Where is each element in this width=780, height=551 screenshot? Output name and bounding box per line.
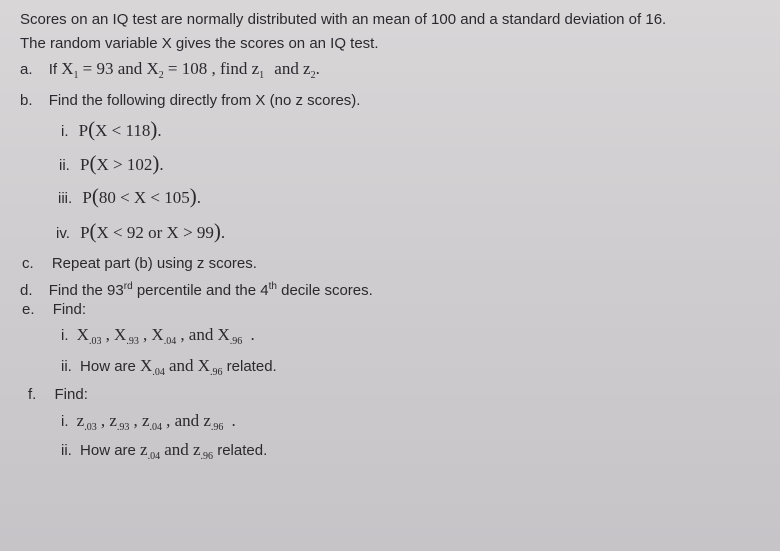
x1-var: X: [61, 59, 74, 78]
z2-var: z: [303, 59, 311, 78]
comma: ,: [133, 411, 138, 430]
x2-sub: 2: [158, 70, 164, 81]
z-var: z: [203, 411, 211, 430]
question-post: related.: [217, 442, 268, 459]
prob-p: P: [78, 121, 89, 140]
part-b: [20, 92, 360, 110]
paren-close: ): [213, 219, 221, 243]
part-d-label: d.: [20, 282, 33, 299]
part-f-item-i: [61, 412, 236, 437]
part-d-pre: Find the 93: [48, 282, 124, 299]
paren-close: ): [150, 117, 158, 141]
paren-open: (: [89, 219, 97, 243]
part-b-item-ii: [59, 151, 164, 175]
item-end: .: [220, 223, 226, 242]
question-post: related.: [226, 358, 277, 375]
paren-open: (: [89, 151, 97, 175]
z-sub-96: .96: [200, 451, 214, 462]
part-e-item-ii: [61, 357, 277, 382]
part-e: [22, 301, 86, 319]
z-var: z: [192, 440, 201, 459]
intro-line-2: The random variable X gives the scores on an IQ test.: [20, 35, 379, 52]
comma: ,: [100, 411, 106, 430]
z-sub-93: .93: [116, 422, 130, 433]
part-b-text: Find the following directly from X (no z scores).: [48, 92, 361, 109]
part-d-mid: percentile and the 4: [132, 282, 269, 299]
x-sub-96: .96: [210, 367, 223, 378]
x-var: X: [217, 325, 230, 344]
item-label: iv.: [56, 225, 70, 242]
item-end: .: [157, 121, 162, 140]
z-sub-96: .96: [210, 422, 224, 433]
part-c: [22, 255, 257, 273]
item-label: iii.: [58, 190, 73, 207]
and-word: and: [164, 440, 189, 459]
item-end: .: [159, 155, 164, 174]
paren-open: (: [88, 117, 96, 141]
item-end: .: [231, 411, 236, 430]
z-var: z: [76, 411, 85, 430]
part-d-sup-rd: rd: [123, 281, 133, 292]
part-b-label: b.: [20, 92, 33, 109]
prob-expr: X < 118: [95, 121, 151, 140]
part-f-item-ii: [61, 441, 267, 466]
item-end: .: [250, 325, 255, 344]
x-sub-04: .04: [152, 367, 165, 378]
x-var: X: [197, 356, 210, 375]
part-e-label: e.: [22, 301, 35, 318]
prob-p: P: [80, 155, 90, 174]
x-var: X: [114, 325, 127, 344]
comma: ,: [143, 325, 148, 344]
z1-var: z: [251, 59, 260, 78]
x1-eq: = 93 and: [82, 59, 143, 78]
prob-expr: 80 < X < 105: [98, 188, 190, 207]
question-pre: How are: [80, 358, 136, 375]
z-sub-04: .04: [149, 422, 162, 433]
part-b-item-iv: [56, 219, 226, 243]
part-b-item-i: [61, 117, 162, 141]
part-c-label: c.: [22, 255, 34, 272]
part-d-post: decile scores.: [276, 282, 373, 299]
paren-close: ): [152, 151, 160, 175]
prob-expr: X < 92 or X > 99: [96, 223, 214, 242]
item-label: i.: [61, 327, 69, 344]
and-word: and: [188, 325, 214, 344]
part-e-item-i: [61, 326, 255, 351]
prob-p: P: [80, 223, 90, 242]
item-label: i.: [61, 413, 69, 430]
part-a: [20, 60, 320, 85]
item-label: ii.: [59, 157, 70, 174]
x-sub-04: .04: [163, 336, 177, 347]
z-sub-03: .03: [84, 422, 97, 433]
prob-expr: X > 102: [96, 155, 153, 174]
part-a-and: and: [274, 59, 299, 78]
x2-eq: = 108 , find: [167, 59, 248, 78]
and-word: and: [174, 411, 200, 430]
item-end: .: [196, 188, 202, 207]
x2-var: X: [146, 59, 159, 78]
x-sub-93: .93: [126, 336, 139, 347]
question-pre: How are: [80, 442, 136, 459]
z-var: z: [140, 440, 148, 459]
z-var: z: [109, 411, 117, 430]
x-sub-03: .03: [88, 336, 102, 347]
part-a-end: .: [315, 59, 320, 78]
x-sub-96: .96: [229, 336, 243, 347]
part-c-text: Repeat part (b) using z scores.: [51, 255, 257, 272]
part-f: [28, 386, 88, 404]
z1-sub: 1: [259, 70, 265, 81]
item-label: i.: [61, 123, 69, 140]
and-word: and: [169, 356, 194, 375]
item-label: ii.: [61, 442, 72, 459]
x-var: X: [76, 325, 89, 344]
item-label: ii.: [61, 358, 72, 375]
z-sub-04: .04: [147, 451, 161, 462]
x1-sub: 1: [73, 70, 79, 81]
x-var: X: [140, 356, 153, 375]
part-f-label: f.: [28, 386, 37, 403]
comma: ,: [180, 325, 185, 344]
part-d: [20, 278, 373, 300]
paren-open: (: [91, 184, 99, 208]
part-e-find: Find:: [52, 301, 87, 318]
part-b-item-iii: [58, 184, 202, 208]
part-d-sup-th: th: [268, 281, 277, 292]
paren-close: ): [189, 184, 197, 208]
prob-p: P: [82, 188, 92, 207]
comma: ,: [166, 411, 171, 430]
z-var: z: [141, 411, 150, 430]
part-f-find: Find:: [54, 386, 88, 403]
intro-line-1: Scores on an IQ test are normally distributed with an mean of 100 and a standard deviation of 16.: [20, 11, 667, 28]
comma: ,: [105, 325, 110, 344]
part-a-label: a.: [20, 61, 33, 78]
x-var: X: [151, 325, 164, 344]
part-a-if: If: [48, 61, 58, 78]
z2-sub: 2: [310, 70, 316, 81]
